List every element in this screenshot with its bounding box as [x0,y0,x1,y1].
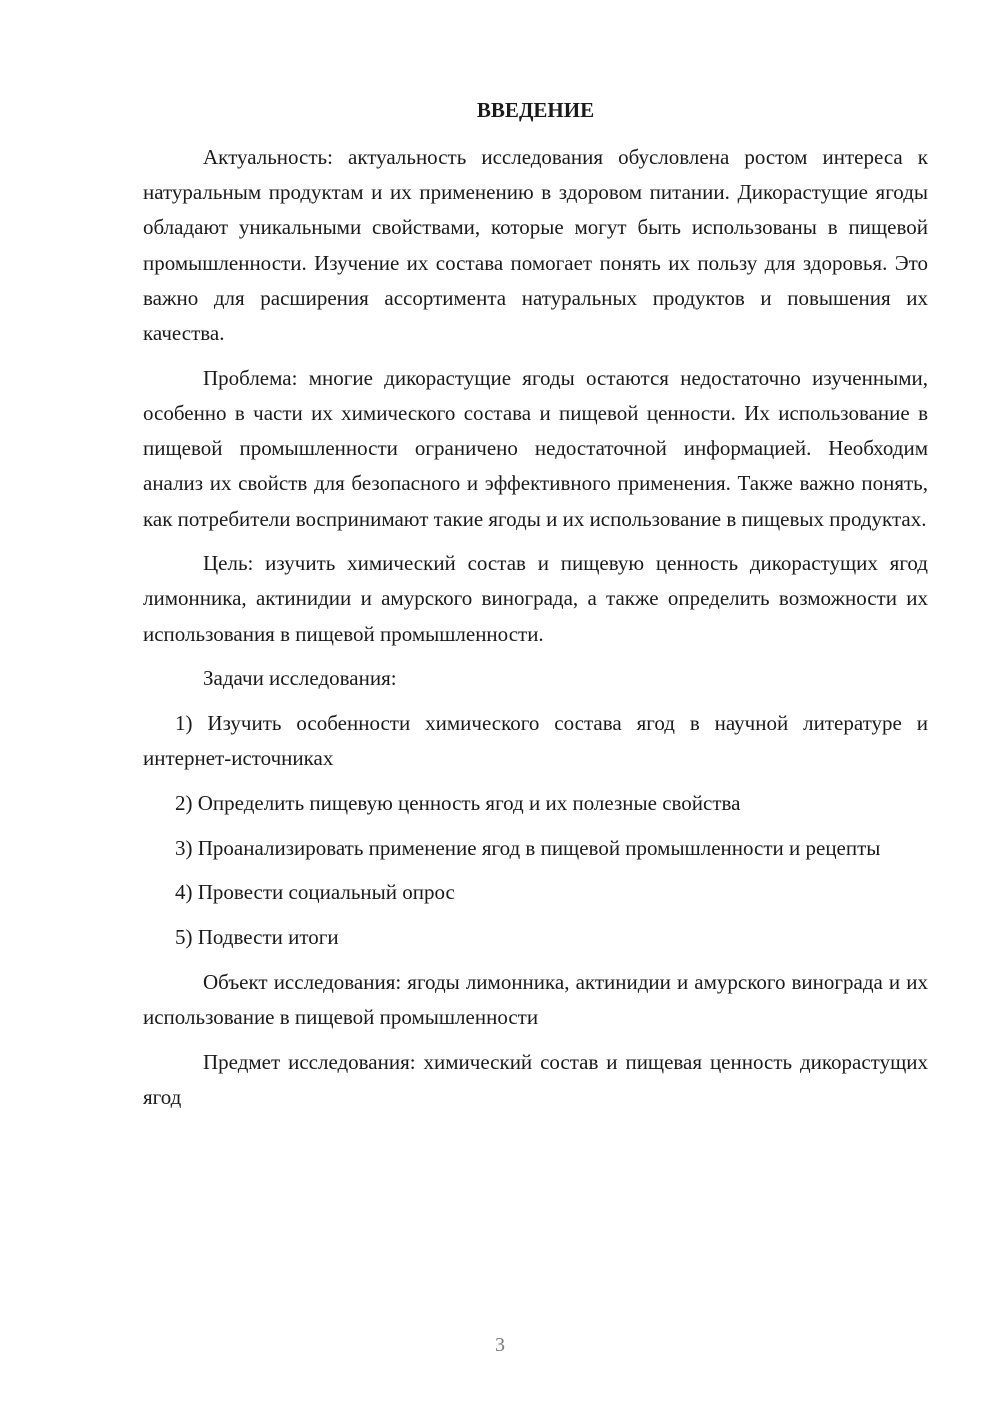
task-item: 5) Подвести итоги [175,925,339,950]
object-paragraph: Объект исследования: ягоды лимонника, актинидии и амурского винограда и их использование в пищевой промышленности [143,969,928,1029]
subject-paragraph: Предмет исследования: химический состав и пищевая ценность дикорастущих ягод [143,1049,928,1109]
section-title: ВВЕДЕНИЕ [476,98,595,122]
task-item: 3) Проанализировать применение ягод в пищевой промышленности и рецепты [175,835,881,860]
task-item: 2) Определить пищевую ценность ягод и их полезные свойства [175,790,741,815]
goal-paragraph: Цель: изучить химический состав и пищевую ценность дикорастущих ягод лимонника, актинидии и амурского винограда, а также определить возможности их использования в пищевой промышленности. [143,551,928,646]
problem-paragraph: Проблема: многие дикорастущие ягоды остаются недостаточно изученными, особенно в части их химического состава и пищевой ценности. Их использование в пищевой промышленности ограничено недостаточной информацией. Необходим анализ их свойств для безопасного и эффективного применения. Также важно понять, как потребители воспринимают такие ягоды и их использование в пищевых продуктах. [143,365,928,531]
task-item: 1) Изучить особенности химического состава ягод в научной литературе и интернет-источниках [143,711,928,771]
tasks-heading: Задачи исследования: [203,666,397,691]
page-number: 3 [495,1334,505,1356]
relevance-paragraph: Актуальность: актуальность исследования обусловлена ростом интереса к натуральным продуктам и их применению в здоровом питании. Дикорастущие ягоды обладают уникальными свойствами, которые могут быть использованы в пищевой промышленности. Изучение их состава помогает понять их пользу для здоровья. Это важно для расширения ассортимента натуральных продуктов и повышения их качества. [143,145,928,346]
task-item: 4) Провести социальный опрос [175,880,455,905]
document-page [143,93,928,1125]
